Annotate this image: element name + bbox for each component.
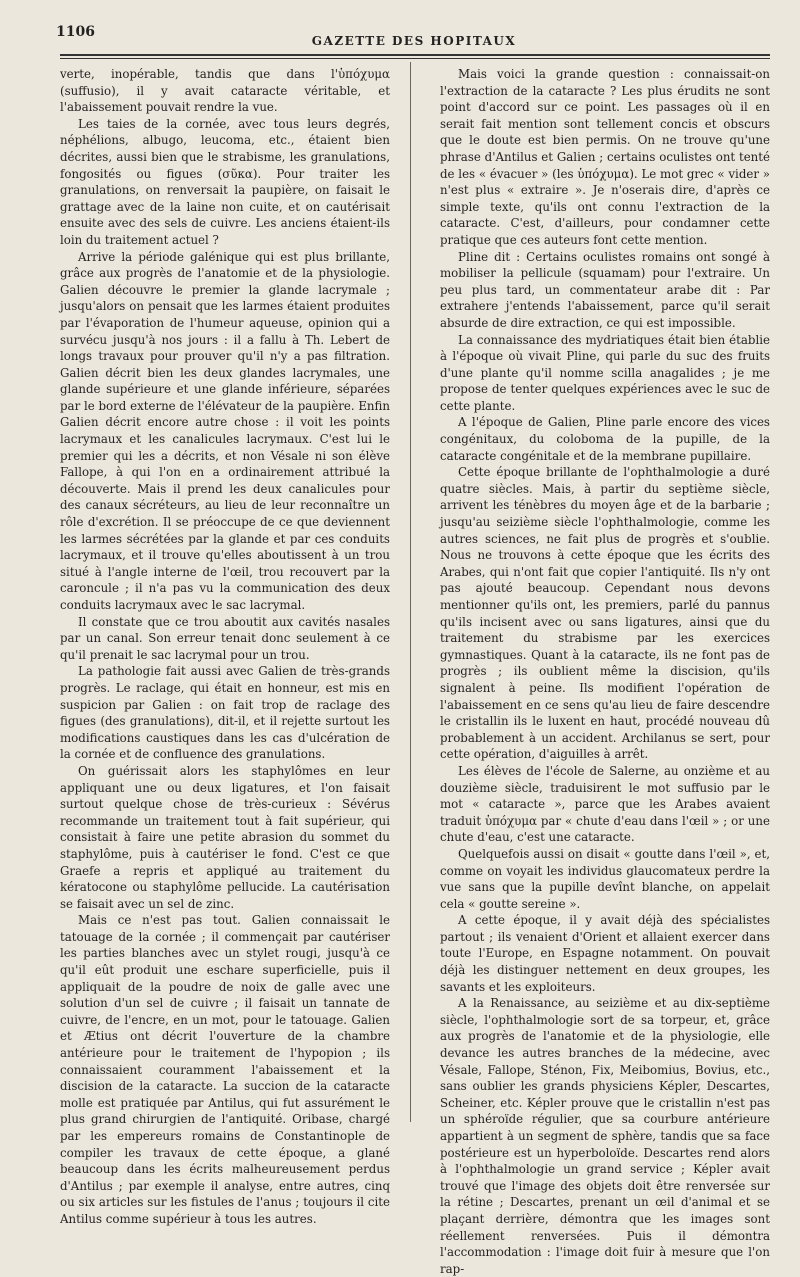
page-number: 1106 <box>56 24 95 40</box>
paragraph: Cette époque brillante de l'ophthalmologie a duré quatre siècles. Mais, à partir du septième siècle, arrivent les ténèbres du moyen âge et de la barbarie ; jusqu'au seizième siècle l'ophthalmologie, comme les autres sciences, ne fait plus de progrès et s'oublie. Nous ne trouvons à cette époque que les écrits des Arabes, qui n'ont fait que copier l'antiquité. Ils n'y ont pas ajouté beaucoup. Cependant nous devons mentionner qu'ils ont, les premiers, parlé du pannus qu'ils incisent avec ou sans ligatures, ainsi que du traitement du strabisme par les exercices gymnastiques. Quant à la cataracte, ils ne font pas de progrès ; ils oublient même la discision, qu'ils signalent à peine. Ils modifient l'opération de l'abaissement en ce sens qu'au lieu de faire descendre le cristallin ils le luxent en haut, procédé nouveau dû probablement à un accident. Archilanus se sert, pour cette opération, d'aiguilles à arrêt. <box>440 465 770 762</box>
page-header <box>56 24 772 48</box>
column-divider <box>410 62 411 1122</box>
paragraph: La pathologie fait aussi avec Galien de très-grands progrès. Le raclage, qui était en honneur, est mis en suspicion par Galien : on fait trop de raclage des figues (des granulations), dit-il, et il rejette surtout les modifications caustiques dans les cas d'ulcération de la cornée et de confluence des granulations. <box>60 664 390 762</box>
header-rule <box>60 54 770 59</box>
journal-title: GAZETTE DES HOPITAUX <box>311 34 517 48</box>
paragraph: Il constate que ce trou aboutit aux cavités nasales par un canal. Son erreur tenait donc seulement à ce qu'il prenait le sac lacrymal pour un trou. <box>60 614 390 662</box>
paragraph: A l'époque de Galien, Pline parle encore des vices congénitaux, du coloboma de la pupille, de la cataracte congénitale et de la membrane pupillaire. <box>440 415 770 463</box>
paragraph: Les élèves de l'école de Salerne, au onzième et au douzième siècle, traduisirent le mot suffusio par le mot « cataracte », parce que les Arabes avaient traduit ὑπόχυμα par « chute d'eau dans l'œil » ; or une chute d'eau, c'est une cataracte. <box>440 763 770 845</box>
paragraph: La connaissance des mydriatiques était bien établie à l'époque où vivait Pline, qui parle du suc des fruits d'une plante qu'il nomme scilla anagalides ; je me propose de tenter quelques expériences avec le suc de cette plante. <box>440 332 770 413</box>
paragraph: On guérissait alors les staphylômes en leur appliquant une ou deux ligatures, et l'on faisait surtout quelque chose de très-curieux : Sévérus recommande un traitement tout à fait supérieur, qui consistait à faire une petite abrasion du sommet du staphylôme, puis à cautériser le fond. C'est ce que Graefe a repris et appliqué au traitement du kératocone ou staphylôme pellucide. La cautérisation se faisait avec un sel de zinc. <box>60 763 390 911</box>
paragraph: A la Renaissance, au seizième et au dix-septième siècle, l'ophthalmologie sort de sa torpeur, et, grâce aux progrès de l'anatomie et de la physiologie, elle devance les autres branches de la médecine, avec Vésale, Fallope, Sténon, Fix, Meibomius, Bovius, etc., sans oublier les grands physiciens Képler, Descartes, Scheiner, etc. Képler prouve que le cristallin n'est pas un sphéroïde régulier, que sa courbure antérieure appartient à un segment de sphère, tandis que sa face postérieure est un hyperboloïde. Descartes rend alors à l'ophthalmologie un grand service ; Képler avait trouvé que l'image des objets doit être renversée sur la rétine ; Descartes, prenant un œil d'animal et se plaçant derrière, démontra que les images sont réellement renversées. Puis il démontra l'accommodation : l'image doit fuir à mesure que l'on rap- <box>440 996 770 1276</box>
right-column <box>440 66 770 1276</box>
paragraph: Arrive la période galénique qui est plus brillante, grâce aux progrès de l'anatomie et de la physiologie. Galien découvre le premier la glande lacrymale ; jusqu'alors on pensait que les larmes étaient produites par l'évaporation de l'humeur aqueuse, opinion qui a survécu jusqu'à nos jours : il a fallu à Th. Lebert de longs travaux pour prouver qu'il n'y a pas filtration. Galien décrit bien les deux glandes lacrymales, une glande supérieure et une glande inférieure, séparées par le bord externe de l'élévateur de la paupière. Enfin Galien décrit encore autre chose : il voit les points lacrymaux et les canalicules lacrymaux. C'est lui le premier qui les a décrits, et non Vésale ni son élève Fallope, à qui l'on en a ordinairement attribué la découverte. Mais il prend les deux canalicules pour des canaux sécréteurs, au lieu de leur reconnaître un rôle d'excrétion. Il se préoccupe de ce que deviennent les larmes sécrétées par la glande et par ces conduits lacrymaux, et il trouve qu'elles aboutissent à un trou situé à l'angle interne de l'œil, trou recouvert par la caroncule ; il n'a pas vu la communication des deux conduits lacrymaux avec le sac lacrymal. <box>60 249 390 612</box>
paragraph: Mais ce n'est pas tout. Galien connaissait le tatouage de la cornée ; il commençait par cautériser les parties blanches avec un stylet rougi, jusqu'à ce qu'il eût produit une eschare superficielle, puis il appliquait de la poudre de noix de galle avec une solution d'un sel de cuivre ; il faisait un tannate de cuivre, de l'encre, en un mot, pour le tatouage. Galien et Ætius ont décrit l'ouverture de la chambre antérieure pour le traitement de l'hypopion ; ils connaissaient couramment l'abaissement et la discision de la cataracte. La succion de la cataracte molle est pratiquée par Antilus, qui fut assurément le plus grand chirurgien de l'antiquité. Oribase, chargé par les empereurs romains de Constantinople de compiler les travaux de cette époque, a glané beaucoup dans les écrits malheureusement perdus d'Antilus ; par exemple il analyse, entre autres, cinq ou six articles sur les fistules de l'anus ; toujours il cite Antilus comme supérieur à tous les autres. <box>60 913 390 1226</box>
paragraph: verte, inopérable, tandis que dans l'ὑπόχυμα (suffusio), il y avait cataracte véritable, et l'abaissement pouvait rendre la vue. <box>60 67 390 115</box>
paragraph: Les taies de la cornée, avec tous leurs degrés, néphélions, albugo, leucoma, etc., étaient bien décrites, aussi bien que le strabisme, les granulations, fongosités ou figues (σῦκα). Pour traiter les granulations, on renversait la paupière, on faisait le grattage avec de la laine non cuite, et on cautérisait ensuite avec des sels de cuivre. Les anciens étaient-ils loin du traitement actuel ? <box>60 116 390 247</box>
paragraph: Pline dit : Certains oculistes romains ont songé à mobiliser la pellicule (squamam) pour l'extraire. Un peu plus tard, un commentateur arabe dit : Par extrahere j'entends l'abaissement, parce qu'il serait absurde de dire extraction, ce qui est impossible. <box>440 249 770 330</box>
paragraph: Mais voici la grande question : connaissait-on l'extraction de la cataracte ? Les plus érudits ne sont point d'accord sur ce point. Les passages où il en serait fait mention sont tellement concis et obscurs que le doute est bien permis. On ne trouve qu'une phrase d'Antilus et Galien ; certains oculistes ont tenté de les « évacuer » (les ὑπόχυμα). Le mot grec « vider » n'est plus « extraire ». Je n'oserais dire, d'après ce simple texte, qu'ils ont connu l'extraction de la cataracte. C'est, d'ailleurs, pour condamner cette pratique que ces auteurs font cette mention. <box>440 67 770 247</box>
left-column <box>60 66 390 1226</box>
paragraph: Quelquefois aussi on disait « goutte dans l'œil », et, comme on voyait les individus glaucomateux perdre la vue sans que la pupille devînt blanche, on appelait cela « goutte sereine ». <box>440 846 770 911</box>
paragraph: A cette époque, il y avait déjà des spécialistes partout ; ils venaient d'Orient et allaient exercer dans toute l'Europe, en Espagne notamment. On pouvait déjà les distinguer nettement en deux groupes, les savants et les exploiteurs. <box>440 913 770 994</box>
